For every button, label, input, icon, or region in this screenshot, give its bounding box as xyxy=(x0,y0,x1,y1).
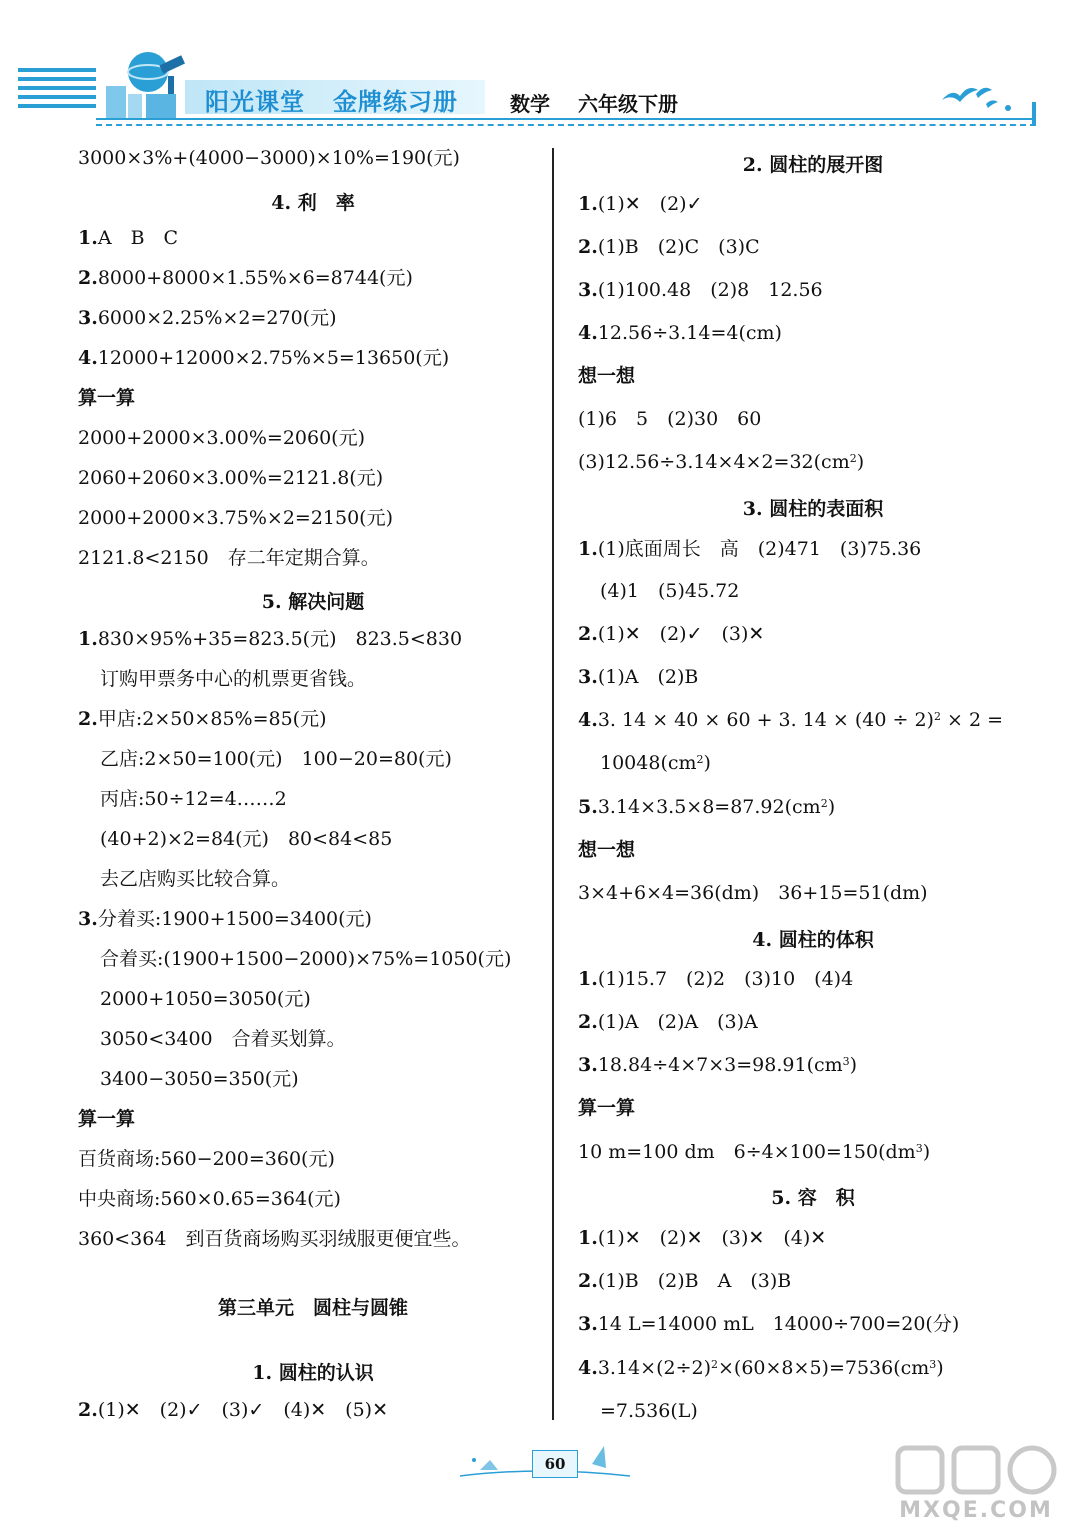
series-name: 阳光课堂 xyxy=(205,87,305,116)
answer-line: 2000+2000×3.75%×2=2150(元) xyxy=(78,507,394,529)
answer-line: 360<364 到百货商场购买羽绒服更便宜些。 xyxy=(78,1228,471,1250)
subheading: 算一算 xyxy=(78,1108,136,1130)
answer-text: ×(60×8×5)=7536(cm xyxy=(718,1357,930,1379)
answer-text: A B C xyxy=(97,227,179,249)
subject-grade xyxy=(510,88,706,117)
item-number: 2. xyxy=(578,1011,598,1033)
superscript: 2 xyxy=(933,710,941,723)
superscript: 3 xyxy=(842,1055,850,1068)
subheading: 算一算 xyxy=(578,1097,636,1119)
answer-line: 2000+2000×3.00%=2060(元) xyxy=(78,427,366,449)
section-heading: 3. 圆柱的表面积 xyxy=(742,498,884,520)
section-heading: 4. 利 率 xyxy=(271,192,355,214)
answer-line: 3000×3%+(4000−3000)×10%=190(元) xyxy=(78,147,460,169)
item-number: 3. xyxy=(78,307,98,329)
answer-line: 2060+2060×3.00%=2121.8(元) xyxy=(78,467,384,489)
item-number: 2. xyxy=(78,267,98,289)
answer-line xyxy=(578,450,864,474)
answer-line: 3400−3050=350(元) xyxy=(100,1068,299,1090)
answer-text: 10048(cm xyxy=(600,752,697,774)
item-number: 4. xyxy=(578,1357,598,1379)
item-number: 3. xyxy=(578,1054,598,1076)
answer-text: 分着买:1900+1500=3400(元) xyxy=(97,908,372,930)
page-header xyxy=(0,0,1069,135)
answer-text: (1)A (2)B xyxy=(597,666,699,688)
answer-line: 丙店:50÷12=4……2 xyxy=(100,788,287,810)
book-name: 金牌练习册 xyxy=(333,87,458,116)
answer-text: 14 L=14000 mL 14000÷700=20(分) xyxy=(597,1313,960,1335)
page-footer xyxy=(440,1436,640,1482)
item-number: 1. xyxy=(78,227,98,249)
answer-line xyxy=(578,1312,959,1336)
answer-line: =7.536(L) xyxy=(600,1400,698,1422)
section-heading: 5. 解决问题 xyxy=(261,591,365,613)
superscript: 2 xyxy=(849,452,857,465)
answer-line: 2000+1050=3050(元) xyxy=(100,988,311,1010)
answer-text: 12.56÷3.14=4(cm) xyxy=(597,322,782,344)
item-number: 2. xyxy=(78,708,98,730)
answer-text: 3.14×(2÷2) xyxy=(597,1357,711,1379)
item-number: 1. xyxy=(578,193,598,215)
answer-line: (40+2)×2=84(元) 80<84<85 xyxy=(100,828,393,850)
answer-text: (1)15.7 (2)2 (3)10 (4)4 xyxy=(597,968,854,990)
answer-line: 中央商场:560×0.65=364(元) xyxy=(78,1188,341,1210)
subheading: 算一算 xyxy=(78,387,136,409)
series-title xyxy=(205,82,486,117)
answer-line xyxy=(78,266,413,290)
header-stripes xyxy=(18,68,96,120)
answer-text: 18.84÷4×7×3=98.91(cm xyxy=(597,1054,843,1076)
item-number: 1. xyxy=(578,538,598,560)
answer-line xyxy=(78,707,327,731)
superscript: 2 xyxy=(820,797,828,810)
subheading: 想一想 xyxy=(578,839,636,861)
answer-line xyxy=(78,907,372,931)
answer-text: (1)✕ (2)✓ (3)✓ (4)✕ (5)✕ xyxy=(97,1399,389,1421)
item-number: 1. xyxy=(78,628,98,650)
answer-line xyxy=(578,795,835,819)
section-heading: 1. 圆柱的认识 xyxy=(252,1362,374,1384)
answer-line xyxy=(578,665,698,689)
answer-line xyxy=(578,235,760,259)
answer-text: ) xyxy=(849,1054,858,1076)
watermark-text: MXQE.COM xyxy=(899,1498,1053,1523)
answer-line: 乙店:2×50=100(元) 100−20=80(元) xyxy=(100,748,452,770)
section-heading: 2. 圆柱的展开图 xyxy=(742,154,884,176)
answer-text: 3. 14 × 40 × 60 + 3. 14 × (40 ÷ 2) xyxy=(597,709,934,731)
answer-text: ) xyxy=(703,752,711,774)
item-number: 3. xyxy=(578,666,598,688)
answer-line xyxy=(578,1269,791,1293)
answer-line xyxy=(578,1140,930,1164)
answer-line xyxy=(78,627,462,651)
answer-text: 8000+8000×1.55%×6=8744(元) xyxy=(97,267,413,289)
answer-line xyxy=(578,708,1003,732)
answer-line xyxy=(578,1226,826,1250)
item-number: 3. xyxy=(578,1313,598,1335)
answer-text: (1)底面周长 高 (2)471 (3)75.36 xyxy=(597,538,922,560)
answer-text: 830×95%+35=823.5(元) 823.5<830 xyxy=(97,628,463,650)
answer-text: ) xyxy=(827,796,836,818)
item-number: 1. xyxy=(578,1227,598,1249)
item-number: 3. xyxy=(78,908,98,930)
section-heading: 4. 圆柱的体积 xyxy=(752,929,874,951)
answer-line xyxy=(78,346,449,370)
answer-line: 3050<3400 合着买划算。 xyxy=(100,1028,346,1050)
answer-text: ) xyxy=(936,1357,944,1379)
unit-heading: 第三单元 圆柱与圆锥 xyxy=(217,1297,408,1319)
answer-text: (1)✕ (2)✓ xyxy=(597,193,703,215)
answer-text: (1)B (2)C (3)C xyxy=(597,236,760,258)
section-heading: 5. 容 积 xyxy=(771,1187,855,1209)
watermark xyxy=(888,1440,1064,1532)
answer-line xyxy=(578,321,782,345)
answer-text: 6000×2.25%×2=270(元) xyxy=(97,307,337,329)
superscript: 3 xyxy=(929,1358,937,1371)
answer-line: 去乙店购买比较合算。 xyxy=(100,868,291,890)
answer-line: 订购甲票务中心的机票更省钱。 xyxy=(100,668,367,690)
answer-line xyxy=(578,1053,857,1077)
answer-text: (1)B (2)B A (3)B xyxy=(597,1270,792,1292)
superscript: 3 xyxy=(915,1142,923,1155)
answer-line xyxy=(578,967,853,991)
answer-line xyxy=(600,751,711,775)
answer-line: (4)1 (5)45.72 xyxy=(600,580,740,602)
birds-icon xyxy=(938,78,1028,118)
answer-text: 甲店:2×50×85%=85(元) xyxy=(97,708,327,730)
answer-line: 合着买:(1900+1500−2000)×75%=1050(元) xyxy=(100,948,512,970)
item-number: 3. xyxy=(578,279,598,301)
answer-line xyxy=(78,226,178,250)
answer-line: 2121.8<2150 存二年定期合算。 xyxy=(78,547,380,569)
answer-text: (1)100.48 (2)8 12.56 xyxy=(597,279,823,301)
superscript: 2 xyxy=(711,1358,718,1371)
answer-text: 12000+12000×2.75%×5=13650(元) xyxy=(97,347,450,369)
item-number: 2. xyxy=(578,1270,598,1292)
header-rule xyxy=(96,118,1036,120)
answer-text: ) xyxy=(856,451,865,473)
page-number: 60 xyxy=(532,1450,578,1478)
answer-line: 百货商场:560−200=360(元) xyxy=(78,1148,335,1170)
answer-line xyxy=(578,192,703,216)
answer-line xyxy=(578,537,921,561)
answer-line xyxy=(578,1356,944,1380)
answer-text: (1)✕ (2)✓ (3)✕ xyxy=(597,623,765,645)
subheading: 想一想 xyxy=(578,365,636,387)
item-number: 1. xyxy=(578,968,598,990)
answer-text: (1)A (2)A (3)A xyxy=(597,1011,758,1033)
answer-line xyxy=(578,1010,758,1034)
answer-line: (1)6 5 (2)30 60 xyxy=(578,408,762,430)
answer-line: 3×4+6×4=36(dm) 36+15=51(dm) xyxy=(578,882,928,904)
answer-line xyxy=(578,278,823,302)
item-number: 2. xyxy=(578,623,598,645)
superscript: 2 xyxy=(696,753,704,766)
item-number: 2. xyxy=(78,1399,98,1421)
answer-text: ) xyxy=(922,1141,931,1163)
answer-line xyxy=(578,622,764,646)
item-number: 2. xyxy=(578,236,598,258)
header-dashed-rule xyxy=(96,124,1036,126)
item-number: 5. xyxy=(578,796,598,818)
watermark-logo-icon xyxy=(888,1440,1064,1500)
grade: 六年级下册 xyxy=(578,92,678,116)
item-number: 4. xyxy=(578,322,598,344)
item-number: 4. xyxy=(78,347,98,369)
answer-text: (1)✕ (2)✕ (3)✕ (4)✕ xyxy=(597,1227,827,1249)
answer-text: × 2 = xyxy=(940,709,1004,731)
answer-line xyxy=(78,1398,388,1422)
column-divider xyxy=(552,148,554,1420)
header-rule-end xyxy=(1032,102,1036,126)
answer-text: 10 m=100 dm 6÷4×100=150(dm xyxy=(578,1141,916,1163)
item-number: 4. xyxy=(578,709,598,731)
answer-text: 3.14×3.5×8=87.92(cm xyxy=(597,796,821,818)
subject: 数学 xyxy=(510,92,550,116)
globe-telescope-icon xyxy=(102,42,192,124)
answer-text: (3)12.56÷3.14×4×2=32(cm xyxy=(578,451,850,473)
answer-line xyxy=(78,306,337,330)
